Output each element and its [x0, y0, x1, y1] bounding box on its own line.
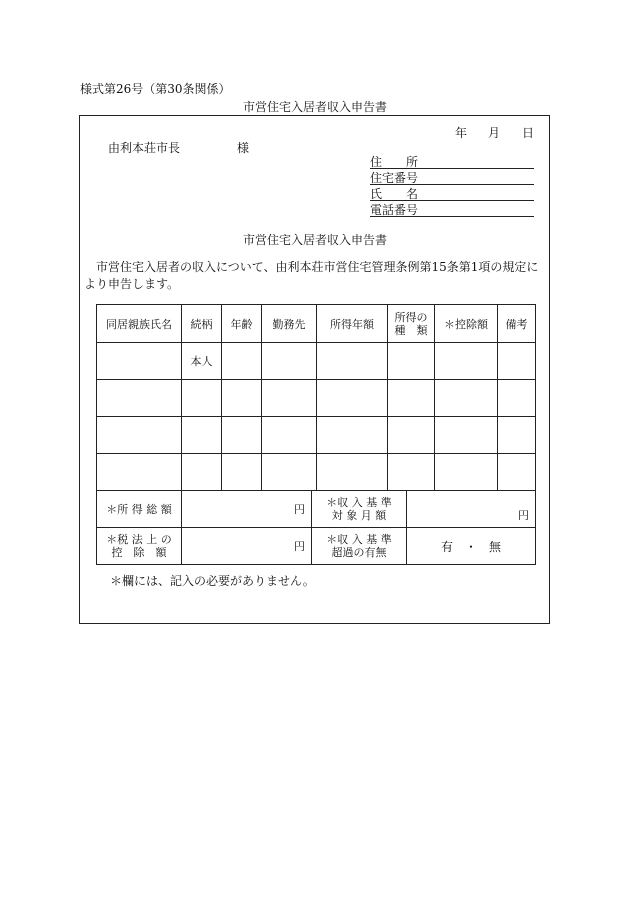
phone-label: 電話番号	[370, 203, 419, 217]
tax-deduction-yen: 円	[294, 540, 305, 553]
table-cell[interactable]	[498, 343, 536, 380]
table-cell[interactable]	[262, 417, 317, 454]
total-income-yen: 円	[294, 503, 305, 516]
table-row	[97, 454, 536, 491]
table-cell[interactable]	[435, 417, 498, 454]
phone-field[interactable]	[370, 201, 534, 217]
tax-deduction-input[interactable]	[182, 528, 312, 565]
table-cell[interactable]	[182, 417, 222, 454]
table-cell[interactable]	[435, 380, 498, 417]
table-row	[97, 380, 536, 417]
table-cell[interactable]	[222, 417, 262, 454]
table-cell[interactable]	[388, 417, 435, 454]
over-limit-choice[interactable]: 有 ・ 無	[407, 528, 536, 565]
summary-row-2	[97, 528, 536, 565]
address-label: 住 所	[370, 155, 419, 169]
table-cell[interactable]	[262, 380, 317, 417]
tax-deduction-label: ＊税 法 上 の 控 除 額	[97, 528, 182, 565]
header-relationship: 続柄	[182, 305, 222, 343]
household-header-row	[97, 305, 536, 343]
table-cell[interactable]	[97, 454, 182, 491]
table-cell[interactable]	[97, 417, 182, 454]
document-title: 市営住宅入居者収入申告書	[242, 100, 387, 114]
table-cell[interactable]	[388, 343, 435, 380]
header-deduction: ＊控除額	[435, 305, 498, 343]
table-row	[97, 417, 536, 454]
standard-monthly-input[interactable]	[407, 491, 536, 528]
addressee-honorific: 様	[237, 141, 250, 155]
date-day-label: 日	[522, 126, 535, 140]
summary-row-1	[97, 491, 536, 528]
header-remarks: 備考	[498, 305, 536, 343]
table-cell[interactable]: 本人	[182, 343, 222, 380]
addressee-name: 由利本荘市長	[108, 141, 181, 155]
form-number: 様式第26号（第30条関係）	[80, 82, 231, 96]
address-field[interactable]	[370, 153, 534, 169]
name-field[interactable]	[370, 185, 534, 201]
table-cell[interactable]	[388, 380, 435, 417]
header-cohabitant-name: 同居親族氏名	[97, 305, 182, 343]
household-table	[96, 304, 536, 491]
table-cell[interactable]	[435, 343, 498, 380]
table-cell[interactable]	[262, 343, 317, 380]
table-cell[interactable]	[262, 454, 317, 491]
table-row	[97, 343, 536, 380]
table-cell[interactable]	[317, 454, 388, 491]
name-label: 氏 名	[370, 187, 419, 201]
table-cell[interactable]	[97, 380, 182, 417]
header-annual-income: 所得年額	[317, 305, 388, 343]
table-cell[interactable]	[498, 380, 536, 417]
summary-table	[96, 490, 536, 565]
table-cell[interactable]	[498, 454, 536, 491]
table-cell[interactable]	[317, 380, 388, 417]
declaration-title: 市営住宅入居者収入申告書	[242, 233, 387, 247]
footnote: ＊欄には、記入の必要がありません。	[110, 574, 315, 588]
table-cell[interactable]	[222, 343, 262, 380]
standard-monthly-label: ＊収 入 基 準 対 象 月 額	[312, 491, 407, 528]
standard-monthly-yen: 円	[518, 509, 529, 522]
table-cell[interactable]	[182, 380, 222, 417]
table-cell[interactable]	[317, 343, 388, 380]
table-cell[interactable]	[222, 454, 262, 491]
table-cell[interactable]	[182, 454, 222, 491]
table-cell[interactable]	[498, 417, 536, 454]
date-month-label: 月	[488, 126, 501, 140]
total-income-input[interactable]	[182, 491, 312, 528]
date-year-label: 年	[455, 126, 468, 140]
header-income-type: 所得の 種 類	[388, 305, 435, 343]
housing-number-field[interactable]	[370, 169, 534, 185]
housing-number-label: 住宅番号	[370, 171, 419, 185]
table-cell[interactable]	[222, 380, 262, 417]
total-income-label: ＊所 得 総 額	[97, 491, 182, 528]
header-age: 年齢	[222, 305, 262, 343]
table-cell[interactable]	[97, 343, 182, 380]
table-cell[interactable]	[317, 417, 388, 454]
declaration-text: 市営住宅入居者の収入について、由利本荘市営住宅管理条例第15条第1項の規定により申告します。	[84, 260, 539, 291]
header-workplace: 勤務先	[262, 305, 317, 343]
over-limit-label: ＊収 入 基 準 超過の有無	[312, 528, 407, 565]
table-cell[interactable]	[388, 454, 435, 491]
table-cell[interactable]	[435, 454, 498, 491]
